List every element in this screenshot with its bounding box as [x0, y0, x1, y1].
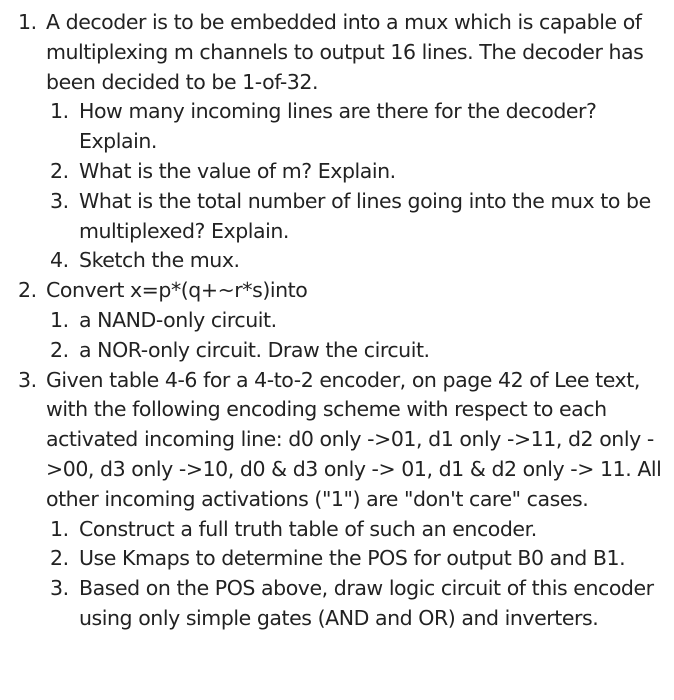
subquestion-number: 3. — [50, 188, 69, 213]
question-3 — [0, 366, 664, 634]
question-number: 3. — [18, 367, 37, 392]
subquestion-1-1 — [46, 97, 664, 157]
subquestion-text: Sketch the mux. — [79, 248, 240, 273]
subquestion-1-2 — [46, 157, 664, 187]
subquestion-list — [46, 515, 664, 634]
question-text: A decoder is to be embedded into a mux which is capable of multiplexing m channels to output 16 lines. The decoder has been decided to be 1-of-32. — [46, 10, 644, 94]
question-2 — [0, 276, 664, 365]
subquestion-2-2 — [46, 336, 664, 366]
subquestion-text: Construct a full truth table of such an encoder. — [79, 516, 537, 541]
subquestion-text: a NOR-only circuit. Draw the circuit. — [79, 337, 430, 362]
subquestion-number: 3. — [50, 576, 69, 601]
subquestion-list — [46, 97, 664, 276]
subquestion-text: What is the value of m? Explain. — [79, 158, 396, 183]
subquestion-number: 1. — [50, 99, 69, 124]
subquestion-1-4 — [46, 246, 664, 276]
subquestion-text: How many incoming lines are there for the decoder? Explain. — [79, 99, 597, 154]
subquestion-number: 4. — [50, 248, 69, 273]
subquestion-list — [46, 306, 664, 366]
subquestion-number: 2. — [50, 546, 69, 571]
subquestion-3-3 — [46, 574, 664, 634]
subquestion-2-1 — [46, 306, 664, 336]
subquestion-number: 1. — [50, 516, 69, 541]
question-text: Given table 4-6 for a 4-to-2 encoder, on page 42 of Lee text, with the following encoding scheme with respect to each activated incoming line: d0 only ->01, d1 only ->11, d2 only ->00, d3 only ->10, d0 & d3 only -> 01, d1 & d2 only -> 11. All other incoming activations ("1") are "don't care" cases. — [46, 367, 662, 511]
subquestion-number: 1. — [50, 307, 69, 332]
question-1 — [0, 8, 664, 276]
subquestion-text: Based on the POS above, draw logic circuit of this encoder using only simple gates (AND and OR) and inverters. — [79, 576, 654, 630]
subquestion-number: 2. — [50, 337, 69, 362]
question-number: 2. — [18, 278, 37, 303]
subquestion-text: a NAND-only circuit. — [79, 307, 277, 332]
question-text: Convert x=p*(q+~r*s)into — [46, 278, 308, 303]
question-number: 1. — [18, 10, 37, 34]
subquestion-number: 2. — [50, 158, 69, 183]
question-list — [0, 8, 664, 634]
subquestion-text: Use Kmaps to determine the POS for output B0 and B1. — [79, 546, 626, 571]
subquestion-3-2 — [46, 544, 664, 574]
subquestion-3-1 — [46, 515, 664, 545]
subquestion-1-3 — [46, 187, 664, 247]
subquestion-text: What is the total number of lines going into the mux to be multiplexed? Explain. — [79, 188, 651, 243]
